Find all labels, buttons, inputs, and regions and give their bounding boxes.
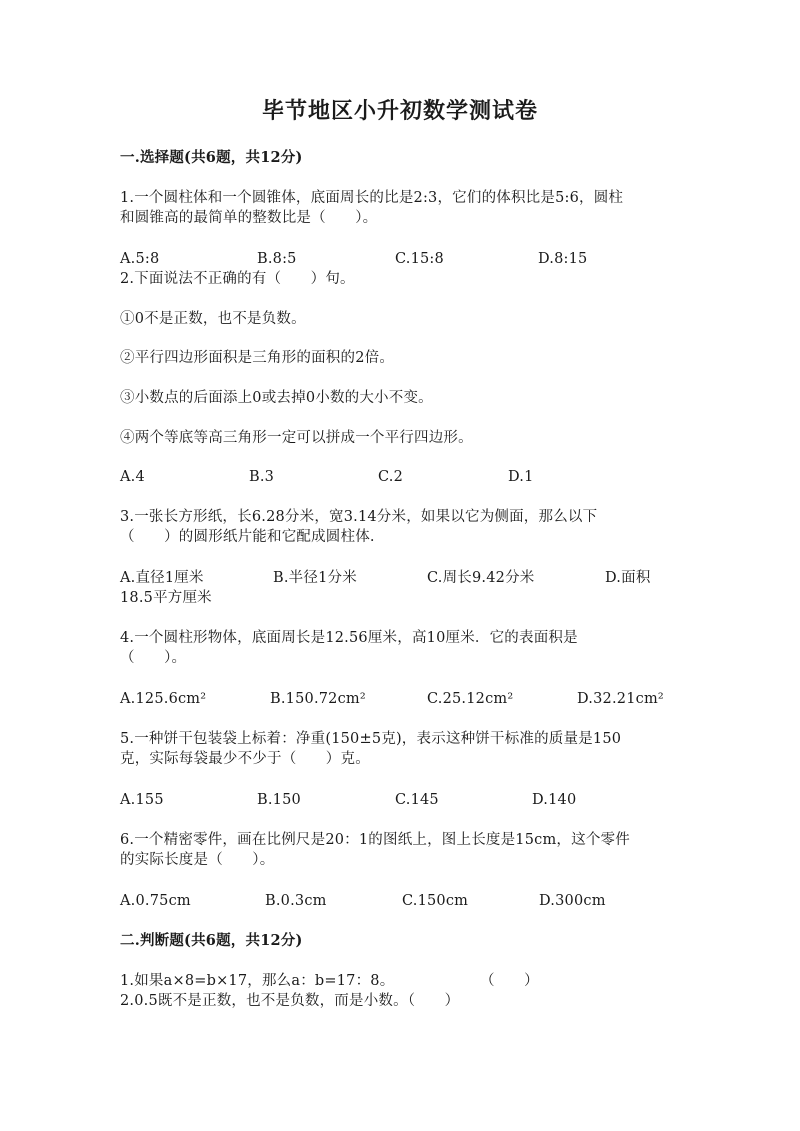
question-4-line-2: （ ）。 (120, 650, 187, 666)
question-2-line-1: 2.下面说法不正确的有（ ）句。 (120, 271, 355, 287)
question-3-option-b: B.半径1分米 (273, 570, 357, 586)
question-6-option-d: D.300cm (539, 893, 606, 909)
section-heading-judgment: 二.判断题(共6题，共12分) (120, 932, 303, 949)
question-2-option-c: C.2 (378, 469, 404, 485)
section-heading-choice: 一.选择题(共6题，共12分) (120, 149, 303, 166)
question-5-line-1: 5.一种饼干包装袋上标着：净重(150±5克)，表示这种饼干标准的质量是150 (120, 731, 622, 747)
question-2-statement-3: ③小数点的后面添上0或去掉0小数的大小不变。 (120, 390, 433, 406)
question-5-option-d: D.140 (532, 792, 577, 808)
question-3-option-a: A.直径1厘米 (120, 570, 204, 586)
question-2-statement-2: ②平行四边形面积是三角形的面积的2倍。 (120, 350, 395, 366)
question-1-line-2: 和圆锥高的最简单的整数比是（ ）。 (120, 210, 378, 226)
judgment-2-text: 2.0.5既不是正数，也不是负数，而是小数。（ ） (120, 993, 460, 1009)
judgment-1-text: 1.如果a×8=b×17，那么a：b=17：8。 (120, 973, 395, 989)
question-6-option-a: A.0.75cm (120, 893, 191, 909)
question-4-line-1: 4.一个圆柱形物体，底面周长是12.56厘米，高10厘米．它的表面积是 (120, 630, 578, 646)
question-6-option-b: B.0.3cm (265, 893, 327, 909)
question-2-option-a: A.4 (120, 469, 145, 485)
question-5-line-2: 克，实际每袋最少不少于（ ）克。 (120, 751, 370, 767)
question-2-option-b: B.3 (249, 469, 275, 485)
question-5-option-c: C.145 (395, 792, 439, 808)
question-2-statement-1: ①0不是正数，也不是负数。 (120, 311, 306, 327)
question-1-option-a: A.5:8 (120, 251, 160, 267)
question-3-option-c: C.周长9.42分米 (427, 570, 535, 586)
question-5-option-b: B.150 (257, 792, 301, 808)
question-1-option-c: C.15:8 (395, 251, 444, 267)
question-3-line-2: （ ）的圆形纸片能和它配成圆柱体. (120, 529, 375, 545)
question-6-option-c: C.150cm (402, 893, 469, 909)
question-6-line-2: 的实际长度是（ ）。 (120, 852, 275, 868)
question-4-option-a: A.125.6cm² (120, 691, 207, 707)
page-title: 毕节地区小升初数学测试卷 (261, 98, 538, 124)
question-3-line-1: 3.一张长方形纸，长6.28分米，宽3.14分米，如果以它为侧面，那么以下 (120, 509, 598, 525)
question-1-option-d: D.8:15 (538, 251, 588, 267)
question-4-option-b: B.150.72cm² (270, 691, 366, 707)
question-1-option-b: B.8:5 (257, 251, 297, 267)
question-3-option-d: D.面积 (605, 570, 651, 586)
question-5-option-a: A.155 (120, 792, 164, 808)
question-3-option-d-wrap: 18.5平方厘米 (120, 590, 212, 606)
question-1-line-1: 1.一个圆柱体和一个圆锥体，底面周长的比是2:3，它们的体积比是5:6，圆柱 (120, 190, 624, 206)
question-2-statement-4: ④两个等底等高三角形一定可以拼成一个平行四边形。 (120, 430, 473, 446)
question-4-option-d: D.32.21cm² (577, 691, 664, 707)
question-2-option-d: D.1 (508, 469, 534, 485)
question-4-option-c: C.25.12cm² (427, 691, 514, 707)
question-6-line-1: 6.一个精密零件，画在比例尺是20：1的图纸上，图上长度是15cm，这个零件 (120, 832, 630, 848)
judgment-1-blank: （ ） (480, 973, 539, 989)
